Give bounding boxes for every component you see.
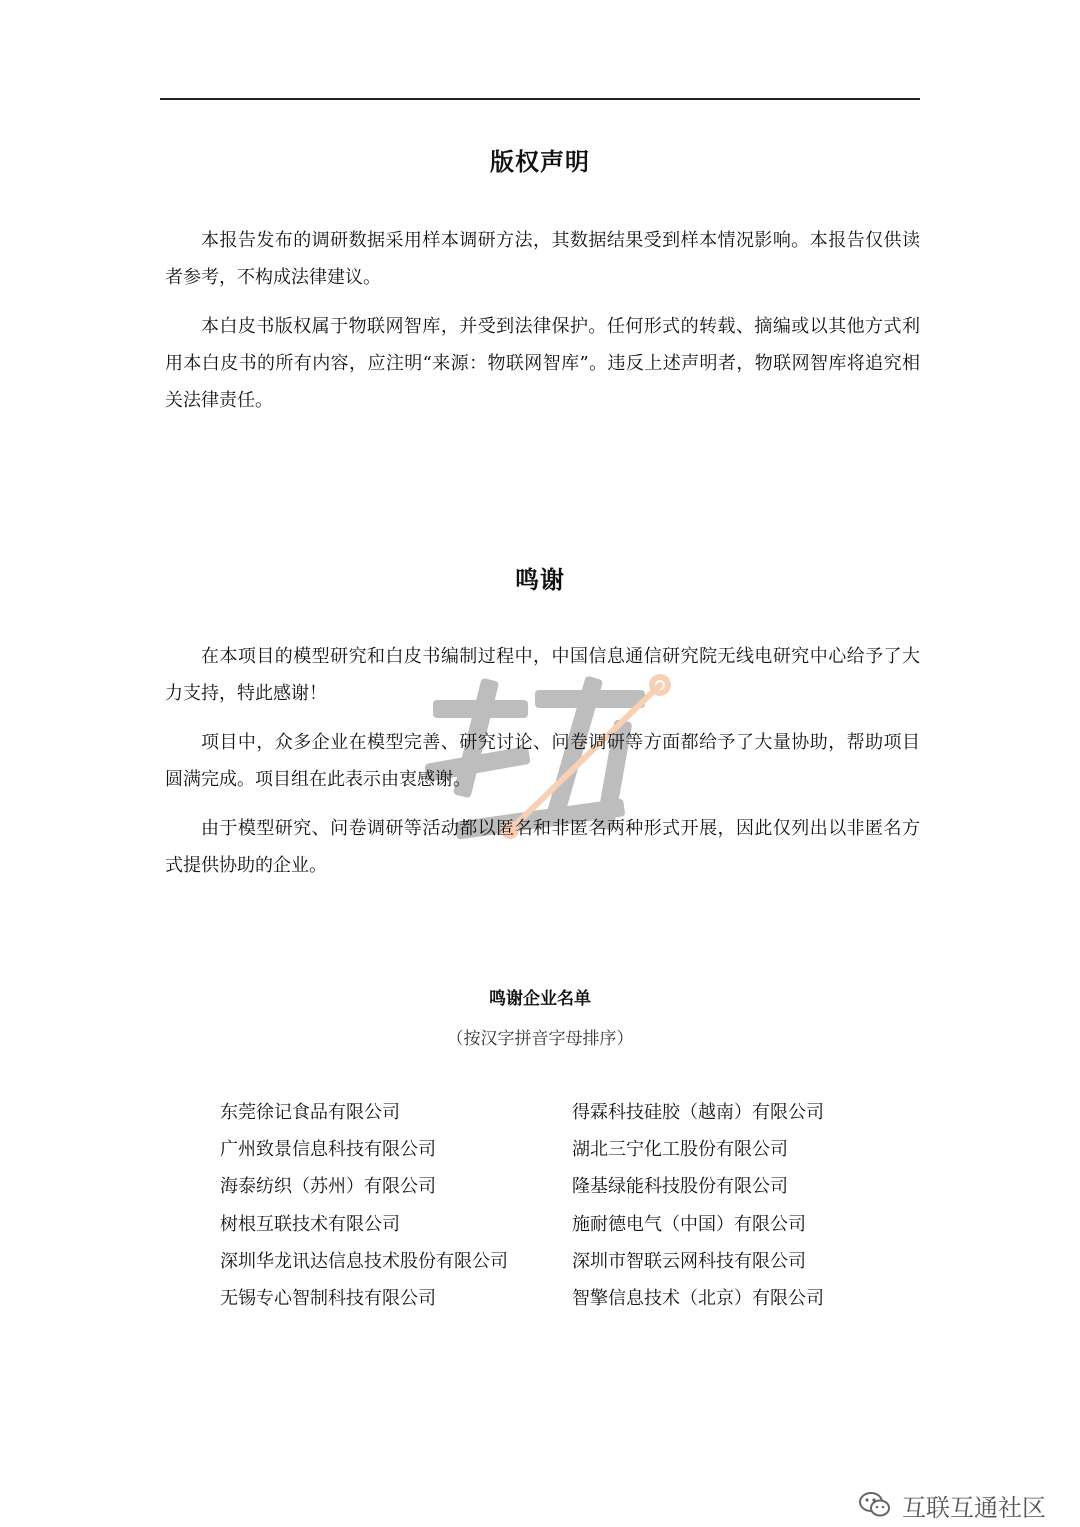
company-item: 湖北三宁化工股份有限公司 xyxy=(572,1139,788,1161)
acknowledgement-paragraph-3: 由于模型研究、问卷调研等活动都以匿名和非匿名两种形式开展，因此仅列出以非匿名方式提供协助的企业。 xyxy=(165,818,920,876)
acknowledgement-title: 鸣谢 xyxy=(515,566,565,594)
company-item: 深圳华龙讯达信息技术股份有限公司 xyxy=(220,1250,508,1272)
company-item: 海泰纺织（苏州）有限公司 xyxy=(220,1176,436,1198)
acknowledgement-paragraph-2: 项目中，众多企业在模型完善、研究讨论、问卷调研等方面都给予了大量协助，帮助项目圆满完成。项目组在此表示由衷感谢。 xyxy=(165,732,920,790)
wechat-icon xyxy=(858,1490,892,1520)
company-item: 东莞徐记食品有限公司 xyxy=(220,1102,400,1123)
wechat-account-watermark xyxy=(858,1488,1046,1522)
company-item: 智擎信息技术（北京）有限公司 xyxy=(572,1288,824,1310)
company-item: 深圳市智联云网科技有限公司 xyxy=(572,1250,806,1272)
company-item: 隆基绿能科技股份有限公司 xyxy=(572,1176,788,1198)
acknowledgement-paragraph-1: 在本项目的模型研究和白皮书编制过程中，中国信息通信研究院无线电研究中心给予了大力支持，特此感谢！ xyxy=(165,646,920,704)
copyright-title: 版权声明 xyxy=(490,148,590,176)
company-item: 施耐德电气（中国）有限公司 xyxy=(572,1213,806,1235)
wechat-account-name: 互联互通社区 xyxy=(902,1493,1046,1522)
copyright-paragraph-2: 本白皮书版权属于物联网智库，并受到法律保护。任何形式的转载、摘编或以其他方式利用本白皮书的所有内容，应注明“来源：物联网智库”。违反上述声明者，物联网智库将追究相关法律责任。 xyxy=(165,316,920,411)
company-list-right xyxy=(572,1094,824,1317)
company-list-subtitle: （按汉字拼音字母排序） xyxy=(446,1029,634,1049)
header-rule xyxy=(160,98,920,100)
company-item: 树根互联技术有限公司 xyxy=(220,1213,400,1235)
company-item: 无锡专心智制科技有限公司 xyxy=(220,1288,436,1310)
company-item: 广州致景信息科技有限公司 xyxy=(220,1139,436,1161)
copyright-paragraph-1: 本报告发布的调研数据采用样本调研方法，其数据结果受到样本情况影响。本报告仅供读者参考，不构成法律建议。 xyxy=(165,230,920,288)
company-list-title: 鸣谢企业名单 xyxy=(489,989,591,1009)
company-list-left xyxy=(220,1094,508,1317)
company-item: 得霖科技硅胶（越南）有限公司 xyxy=(572,1102,824,1123)
